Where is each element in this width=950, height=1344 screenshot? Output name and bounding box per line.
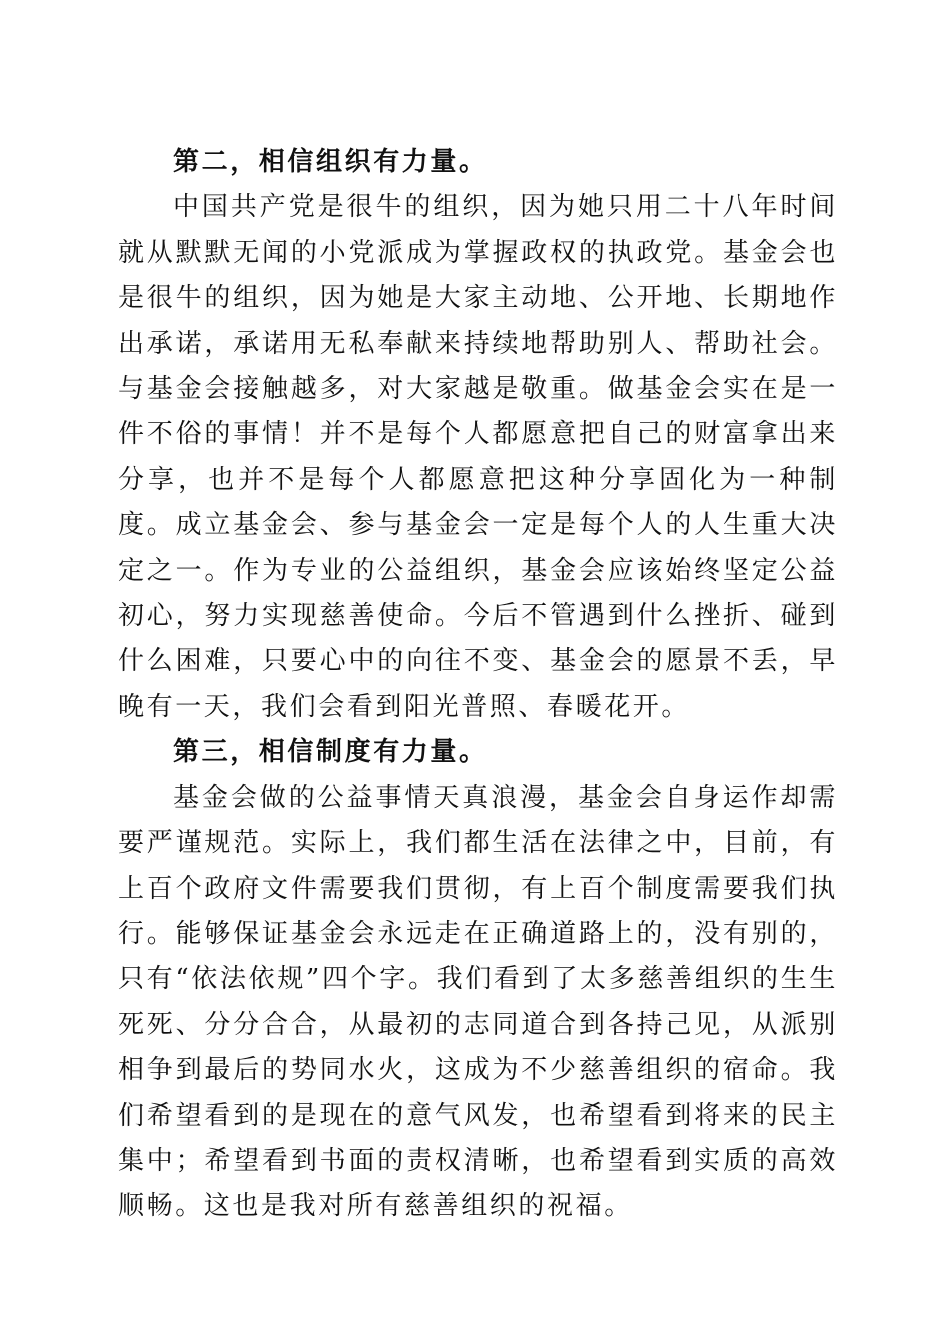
section-heading-third: 第三，相信制度有力量。 xyxy=(173,737,488,768)
body-paragraph-system: 基金会做的公益事情天真浪漫，基金会自身运作却需要严谨规范。实际上，我们都生活在法律之中，目前，有上百个政府文件需要我们贯彻，有上百个制度需要我们执行。能够保证基金会永远走在正确道路上的，没有别的，只有“依法依规”四个字。我们看到了太多慈善组织的生生死死、分分合合，从最初的志同道合到各持己见，从派别相争到最后的势同水火，这成为不少慈善组织的宿命。我们希望看到的是现在的意气风发，也希望看到将来的民主集中；希望看到书面的责权清晰，也希望看到实质的高效顺畅。这也是我对所有慈善组织的祝福。 xyxy=(118,782,838,1222)
document-page xyxy=(118,140,838,1230)
section-heading-second: 第二，相信组织有力量。 xyxy=(173,147,488,177)
body-paragraph-organization: 中国共产党是很牛的组织，因为她只用二十八年时间就从默默无闻的小党派成为掌握政权的执政党。基金会也是很牛的组织，因为她是大家主动地、公开地、长期地作出承诺，承诺用无私奉献来持续地帮助别人、帮助社会。与基金会接触越多，对大家越是敬重。做基金会实在是一件不俗的事情！并不是每个人都愿意把自己的财富拿出来分享，也并不是每个人都愿意把这种分享固化为一种制度。成立基金会、参与基金会一定是每个人的人生重大决定之一。作为专业的公益组织，基金会应该始终坚定公益初心，努力实现慈善使命。今后不管遇到什么挫折、碰到什么困难，只要心中的向往不变、基金会的愿景不丢，早晚有一天，我们会看到阳光普照、春暖花开。 xyxy=(118,192,838,722)
